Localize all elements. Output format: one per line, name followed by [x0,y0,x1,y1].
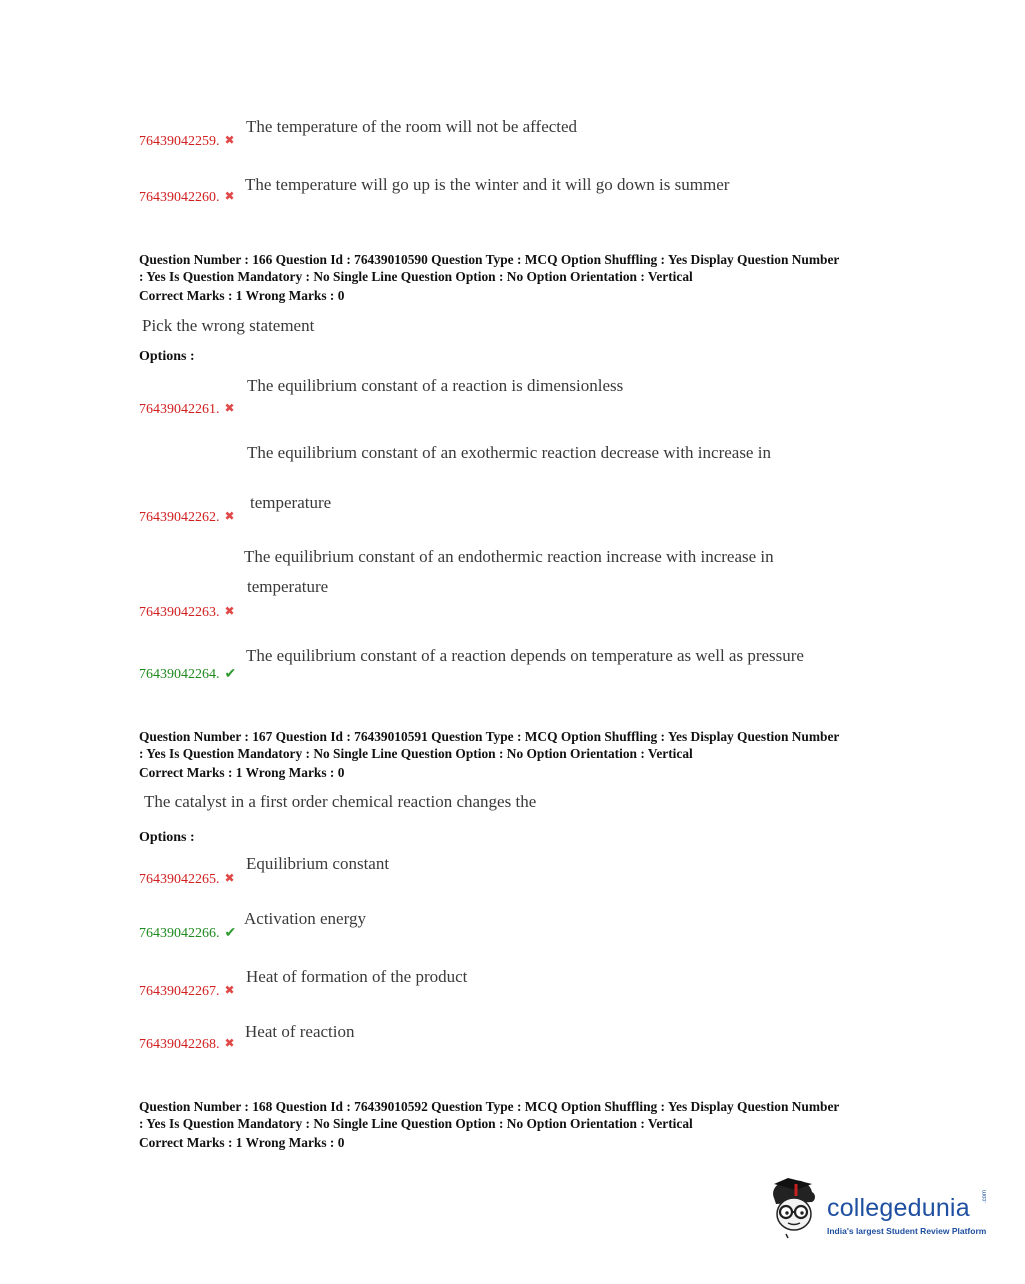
option-text: The temperature of the room will not be affected [246,117,578,136]
cross-icon: ✖ [224,189,235,203]
option-id: 76439042263. ✖ [139,604,235,620]
question-text: The catalyst in a first order chemical reaction changes the [144,792,537,811]
options-label: Options : [139,830,195,845]
option-id: 76439042259. ✖ [139,133,235,149]
option-text: The equilibrium constant of a reaction depends on temperature as well as pressure [246,646,804,665]
cross-icon: ✖ [224,871,235,885]
option-id: 76439042264. ✔ [139,667,237,682]
option-text: Activation energy [244,909,366,928]
mascot-icon [766,1176,824,1242]
cross-icon: ✖ [224,604,235,618]
option-text: The equilibrium constant of a reaction is dimensionless [247,376,624,395]
option-id: 76439042261. ✖ [139,401,235,417]
cross-icon: ✖ [224,509,235,523]
logo-wordmark: collegedunia [827,1194,970,1222]
option-id: 76439042266. ✔ [139,926,237,941]
option-id: 76439042267. ✖ [139,983,235,999]
option-text: The equilibrium constant of an endothermic reaction increase with increase in [244,547,774,566]
option-id: 76439042262. ✖ [139,509,235,525]
cross-icon: ✖ [224,133,235,147]
option-text: The equilibrium constant of an exothermic reaction decrease with increase in [247,443,771,462]
question-meta: Question Number : 167 Question Id : 76439010591 Question Type : MCQ Option Shuffling : Yes Display Question Number : Yes Is Question Mandatory : No Single Line Question Option : No Option Orientation : Vertical Correct Marks : 1 Wrong Marks : 0 [139,729,840,780]
option-text: Heat of reaction [245,1022,355,1041]
option-text: Heat of formation of the product [246,967,468,986]
option-id: 76439042260. ✖ [139,189,235,205]
cross-icon: ✖ [224,401,235,415]
option-text-cont: temperature [250,493,332,512]
collegedunia-logo [766,1176,996,1246]
cross-icon: ✖ [224,1036,235,1050]
option-text-cont: temperature [247,577,329,596]
logo-dotcom: .com [982,1189,988,1203]
option-id: 76439042265. ✖ [139,871,235,887]
question-text: Pick the wrong statement [142,316,315,335]
options-label: Options : [139,349,195,364]
logo-tagline: India's largest Student Review Platform [827,1226,987,1236]
option-id: 76439042268. ✖ [139,1036,235,1052]
option-text: The temperature will go up is the winter and it will go down is summer [245,175,730,194]
question-meta: Question Number : 166 Question Id : 76439010590 Question Type : MCQ Option Shuffling : Yes Display Question Number : Yes Is Question Mandatory : No Single Line Question Option : No Option Orientation : Vertical Correct Marks : 1 Wrong Marks : 0 [139,252,840,303]
check-icon: ✔ [224,926,237,941]
option-text: Equilibrium constant [246,854,390,873]
check-icon: ✔ [224,667,237,682]
question-meta: Question Number : 168 Question Id : 76439010592 Question Type : MCQ Option Shuffling : Yes Display Question Number : Yes Is Question Mandatory : No Single Line Question Option : No Option Orientation : Vertical Correct Marks : 1 Wrong Marks : 0 [139,1099,840,1150]
cross-icon: ✖ [224,983,235,997]
